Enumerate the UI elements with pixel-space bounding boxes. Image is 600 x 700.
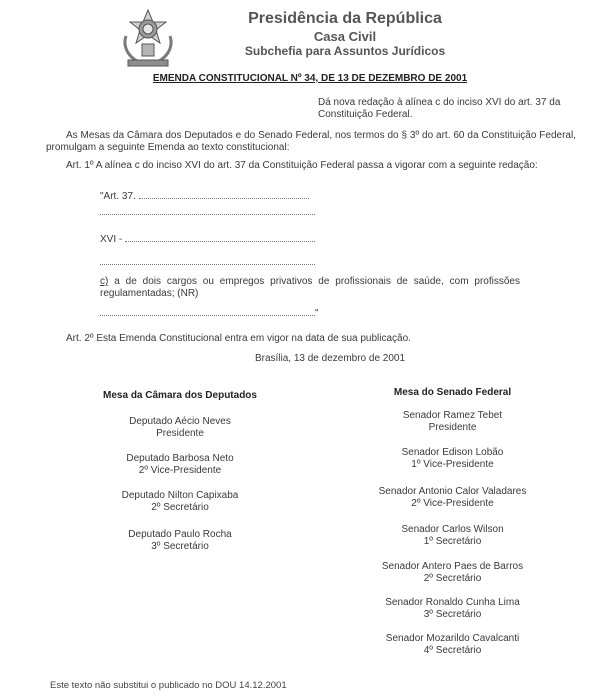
signer-role: 4º Secretário [423,645,482,656]
dotted-fill [125,232,315,242]
signature-block [95,453,265,477]
header-department: Subchefia para Assuntos Jurídicos [244,44,446,58]
signer-role: 2º Vice-Presidente [411,498,494,509]
signer-name: Senador Carlos Wilson [401,524,504,535]
signer-name: Deputado Aécio Neves [129,416,231,427]
signer-role: 1º Vice-Presidente [411,459,494,470]
signer-role: 1º Secretário [423,536,482,547]
article-2: Art. 2º Esta Emenda Constitucional entra em vigor na data de sua publicação. [66,333,411,344]
senado-heading: Mesa do Senado Federal [393,387,512,398]
dotted-line [100,263,315,265]
coat-of-arms-icon [120,8,176,70]
signer-role: Presidente [156,428,204,439]
signer-name: Senador Antonio Calor Valadares [378,486,527,497]
signer-name: Deputado Barbosa Neto [126,453,234,464]
quote-close-line [100,306,319,319]
signer-name: Deputado Paulo Rocha [128,529,232,540]
place-date: Brasília, 13 de dezembro de 2001 [254,353,406,364]
alinea-text: a de dois cargos ou empregos privativos de profissionais de saúde, com profissões regulamentadas; (NR) [100,276,520,299]
quote-inciso-label: XVI - [100,234,123,245]
signature-block [365,561,540,585]
alinea-c [100,276,520,300]
signature-block [365,633,540,657]
quote-inciso-line [100,232,315,245]
signature-block [365,447,540,471]
footer-note: Este texto não substitui o publicado no DOU 14.12.2001 [50,680,287,691]
article-1: Art. 1º A alínea c do inciso XVI do art. 37 da Constituição Federal passa a vigorar com a seguinte redação: [66,160,538,171]
signer-name: Senador Mozarildo Cavalcanti [385,633,520,644]
header-title: Presidência da República [248,10,442,27]
signer-role: 2º Secretário [151,502,209,513]
document-title: EMENDA CONSTITUCIONAL Nº 34, DE 13 DE DEZEMBRO DE 2001 [152,73,468,84]
camara-heading: Mesa da Câmara dos Deputados [103,390,257,401]
quote-close-mark: " [315,308,319,319]
signer-name: Senador Edison Lobão [401,447,504,458]
signer-role: Presidente [428,422,477,433]
signer-role: 3º Secretário [423,609,482,620]
signer-role: 2º Vice-Presidente [138,465,222,476]
header-subtitle: Casa Civil [313,29,377,44]
dotted-fill [100,306,315,316]
signer-name: Senador Antero Paes de Barros [381,561,524,572]
signer-role: 3º Secretário [151,541,209,552]
signature-block [95,416,265,440]
dotted-line [100,213,315,215]
quote-art-line [100,189,309,202]
signature-block [95,490,265,514]
alinea-letter: c) [100,276,109,287]
signer-name: Senador Ronaldo Cunha Lima [385,597,520,608]
preamble: As Mesas da Câmara dos Deputados e do Senado Federal, nos termos do § 3º do art. 60 da Constituição Federal, promulgam a seguinte Emenda ao texto constitucional: [46,130,576,153]
signer-name: Senador Ramez Tebet [402,410,503,421]
signature-block [365,486,540,510]
dotted-fill [139,189,309,199]
signature-block [365,524,540,548]
signature-block [365,597,540,621]
signer-name: Deputado Nilton Capixaba [121,490,239,501]
signature-block [95,529,265,553]
signer-role: 2º Secretário [423,573,482,584]
ementa: Dá nova redação à alínea c do inciso XVI do art. 37 da Constituição Federal. [318,97,561,120]
quote-art-label: "Art. 37. [100,191,136,202]
signature-block [365,410,540,434]
